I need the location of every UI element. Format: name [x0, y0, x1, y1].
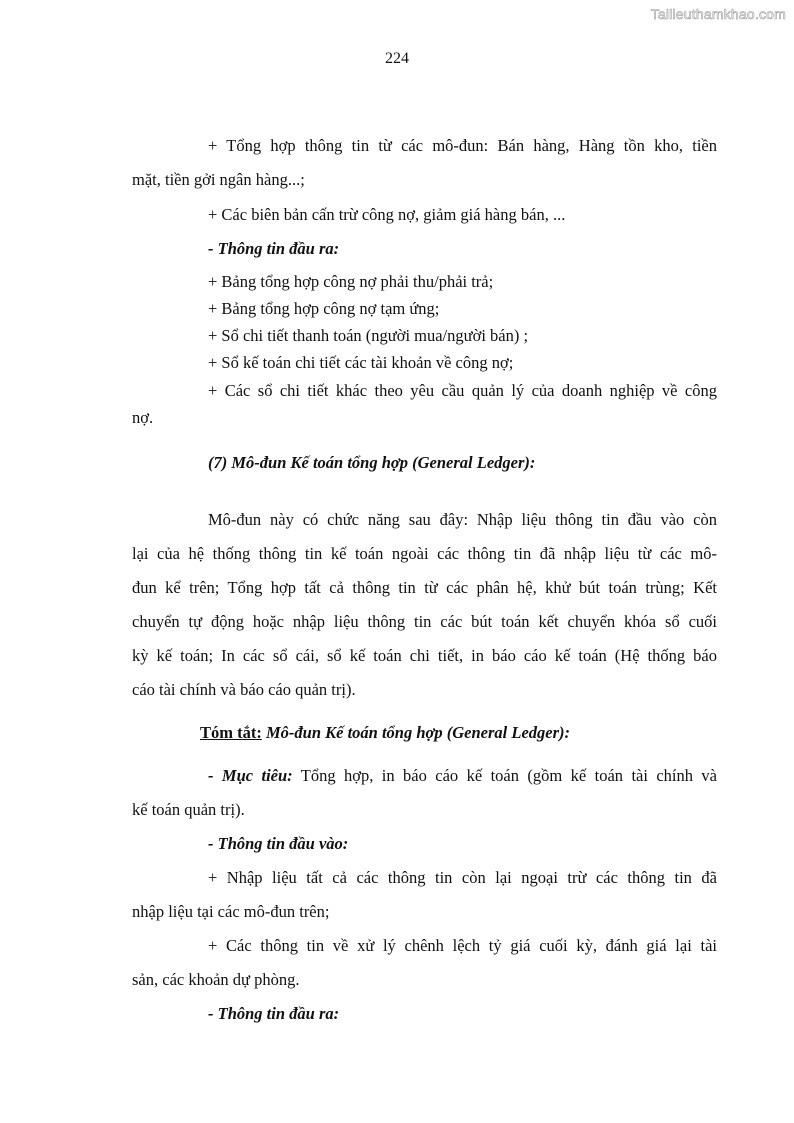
page-number: 224: [385, 50, 409, 67]
paragraph-line: + Sổ kế toán chi tiết các tài khoản về công nợ;: [208, 353, 514, 372]
paragraph-line: kỳ kế toán; In các sổ cái, sổ kế toán chi tiết, in báo cáo kế toán (Hệ thống báo: [132, 646, 717, 665]
paragraph-line: + Bảng tổng hợp công nợ phải thu/phải trả;: [208, 272, 494, 291]
paragraph-line: + Tổng hợp thông tin từ các mô-đun: Bán hàng, Hàng tồn kho, tiền: [208, 136, 717, 155]
paragraph-line: kế toán quản trị).: [132, 800, 245, 819]
paragraph-line: cáo tài chính và báo cáo quản trị).: [132, 680, 356, 699]
paragraph-line: nợ.: [132, 408, 154, 427]
objective-text: Tổng hợp, in báo cáo kế toán (gồm kế toán tài chính và: [300, 766, 717, 785]
paragraph-line: + Sổ chi tiết thanh toán (người mua/người bán) ;: [208, 326, 529, 345]
paragraph-line: + Nhập liệu tất cả các thông tin còn lại ngoại trừ các thông tin đã: [208, 868, 717, 887]
summary-label: Tóm tắt:: [200, 723, 262, 742]
summary-heading: [200, 723, 785, 743]
section-heading: - Thông tin đầu ra:: [208, 1004, 340, 1023]
paragraph-line: đun kể trên; Tổng hợp tất cả thông tin từ các phân hệ, khử bút toán trùng; Kết: [132, 578, 717, 597]
paragraph-line: + Các biên bản cấn trừ công nợ, giảm giá hàng bán, ...: [208, 205, 566, 224]
paragraph-line: + Các sổ chi tiết khác theo yêu cầu quản lý của doanh nghiệp về công: [208, 381, 717, 400]
paragraph-line: nhập liệu tại các mô-đun trên;: [132, 902, 330, 921]
paragraph-line: lại của hệ thống thông tin kế toán ngoài các thông tin đã nhập liệu từ các mô-: [132, 544, 717, 563]
paragraph-line: chuyển tự động hoặc nhập liệu thông tin các bút toán kết chuyển khóa sổ cuối: [132, 612, 717, 631]
section-heading: - Thông tin đầu ra:: [208, 239, 340, 258]
paragraph-line: [208, 766, 717, 786]
paragraph-line: sản, các khoản dự phòng.: [132, 970, 300, 989]
paragraph-line: Mô-đun này có chức năng sau đây: Nhập liệu thông tin đầu vào còn: [208, 510, 717, 529]
paragraph-line: + Bảng tổng hợp công nợ tạm ứng;: [208, 299, 440, 318]
section-heading: (7) Mô-đun Kế toán tổng hợp (General Ledger):: [208, 453, 536, 472]
summary-title: Mô-đun Kế toán tổng hợp (General Ledger):: [265, 723, 571, 742]
objective-label: - Mục tiêu:: [208, 766, 293, 785]
section-heading: - Thông tin đầu vào:: [208, 834, 349, 853]
paragraph-line: + Các thông tin về xử lý chênh lệch tỷ giá cuối kỳ, đánh giá lại tài: [208, 936, 717, 955]
watermark: Tailieuthamkhao.com: [650, 6, 786, 22]
paragraph-line: mặt, tiền gởi ngân hàng...;: [132, 170, 305, 189]
